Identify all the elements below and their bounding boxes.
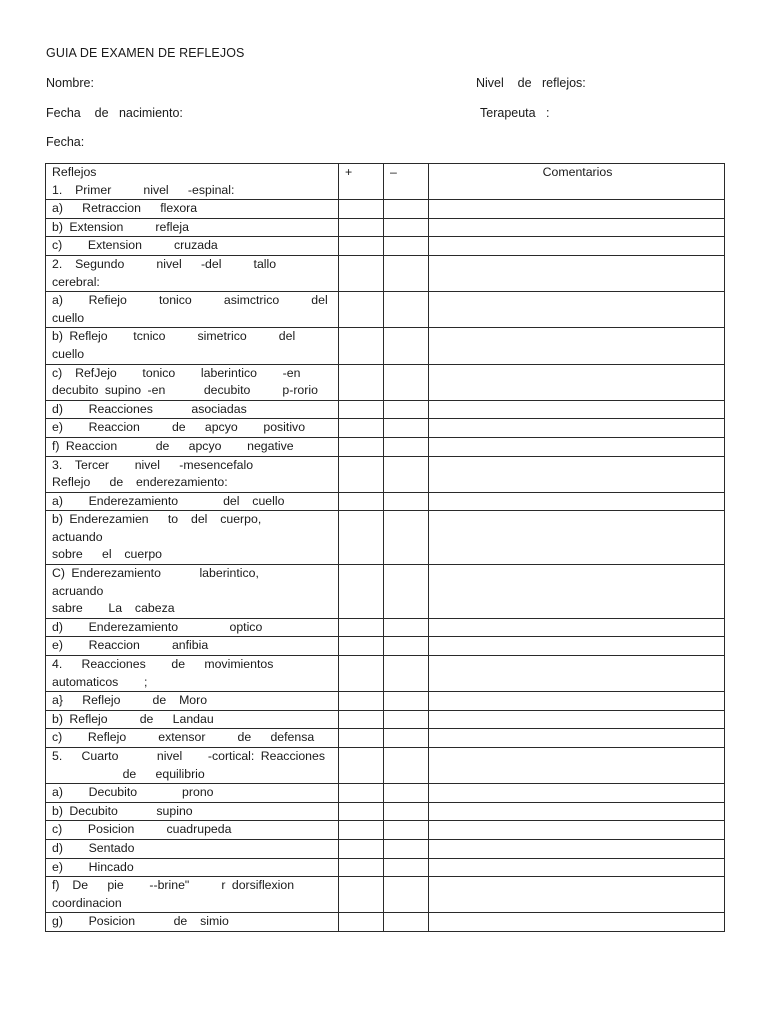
plus-cell[interactable] xyxy=(339,255,384,291)
comment-cell[interactable] xyxy=(429,400,725,419)
table-row xyxy=(46,237,725,256)
minus-cell[interactable] xyxy=(384,729,429,748)
minus-cell[interactable] xyxy=(384,437,429,456)
document-title: GUIA DE EXAMEN DE REFLEJOS xyxy=(46,46,245,60)
minus-cell[interactable] xyxy=(384,565,429,619)
comment-cell[interactable] xyxy=(429,364,725,400)
plus-cell[interactable] xyxy=(339,437,384,456)
comment-cell[interactable] xyxy=(429,456,725,492)
minus-cell[interactable] xyxy=(384,821,429,840)
reflex-table-body xyxy=(46,200,725,932)
table-row xyxy=(46,748,725,784)
table-row xyxy=(46,364,725,400)
reflex-label: 5. Cuarto nivel -cortical: Reacciones de equilibrio xyxy=(46,748,339,784)
minus-cell[interactable] xyxy=(384,456,429,492)
table-row xyxy=(46,802,725,821)
comment-cell[interactable] xyxy=(429,913,725,932)
comment-cell[interactable] xyxy=(429,292,725,328)
reflex-label: c) RefJejo tonico laberintico -en decubito supino -en decubito p-rorio xyxy=(46,364,339,400)
minus-cell[interactable] xyxy=(384,858,429,877)
comment-cell[interactable] xyxy=(429,237,725,256)
reflex-label: f) De pie --brine" r dorsiflexion coordinacion xyxy=(46,877,339,913)
plus-cell[interactable] xyxy=(339,913,384,932)
reflex-label: c) Reflejo extensor de defensa xyxy=(46,729,339,748)
reflex-label: b) Decubito supino xyxy=(46,802,339,821)
comment-cell[interactable] xyxy=(429,618,725,637)
table-row xyxy=(46,784,725,803)
comment-cell[interactable] xyxy=(429,784,725,803)
plus-cell[interactable] xyxy=(339,858,384,877)
table-row xyxy=(46,913,725,932)
minus-cell[interactable] xyxy=(384,656,429,692)
minus-cell[interactable] xyxy=(384,692,429,711)
comment-cell[interactable] xyxy=(429,437,725,456)
header-comentarios: Comentarios xyxy=(429,164,725,200)
fecha-label: Fecha: xyxy=(46,135,85,149)
reflex-label: a) Retraccion flexora xyxy=(46,200,339,219)
plus-cell[interactable] xyxy=(339,692,384,711)
comment-cell[interactable] xyxy=(429,802,725,821)
table-row xyxy=(46,456,725,492)
reflex-label: e) Hincado xyxy=(46,858,339,877)
plus-cell[interactable] xyxy=(339,364,384,400)
table-row xyxy=(46,618,725,637)
comment-cell[interactable] xyxy=(429,858,725,877)
reflex-label: f) Reaccion de apcyo negative xyxy=(46,437,339,456)
comment-cell[interactable] xyxy=(429,839,725,858)
minus-cell[interactable] xyxy=(384,400,429,419)
comment-cell[interactable] xyxy=(429,255,725,291)
table-row xyxy=(46,492,725,511)
table-row xyxy=(46,729,725,748)
plus-cell[interactable] xyxy=(339,729,384,748)
plus-cell[interactable] xyxy=(339,400,384,419)
plus-cell[interactable] xyxy=(339,292,384,328)
comment-cell[interactable] xyxy=(429,692,725,711)
table-row xyxy=(46,656,725,692)
nombre-label: Nombre: xyxy=(46,76,94,90)
table-row xyxy=(46,255,725,291)
table-row xyxy=(46,692,725,711)
fecha-nacimiento-label: Fecha de nacimiento: xyxy=(46,106,183,120)
plus-cell[interactable] xyxy=(339,218,384,237)
header-reflejos: Reflejos 1. Primer nivel -espinal: xyxy=(46,164,339,200)
minus-cell[interactable] xyxy=(384,364,429,400)
minus-cell[interactable] xyxy=(384,913,429,932)
plus-cell[interactable] xyxy=(339,839,384,858)
reflex-label: e) Reaccion anfibia xyxy=(46,637,339,656)
header-plus: + xyxy=(339,164,384,200)
reflex-label: d) Enderezamiento optico xyxy=(46,618,339,637)
reflex-label: a) Decubito prono xyxy=(46,784,339,803)
table-row xyxy=(46,437,725,456)
table-row xyxy=(46,292,725,328)
plus-cell[interactable] xyxy=(339,821,384,840)
reflex-label: b) Reflejo tcnico simetrico del cuello xyxy=(46,328,339,364)
comment-cell[interactable] xyxy=(429,729,725,748)
comment-cell[interactable] xyxy=(429,748,725,784)
plus-cell[interactable] xyxy=(339,877,384,913)
plus-cell[interactable] xyxy=(339,710,384,729)
table-row xyxy=(46,200,725,219)
table-row xyxy=(46,637,725,656)
comment-cell[interactable] xyxy=(429,492,725,511)
minus-cell[interactable] xyxy=(384,618,429,637)
comment-cell[interactable] xyxy=(429,656,725,692)
plus-cell[interactable] xyxy=(339,511,384,565)
plus-cell[interactable] xyxy=(339,802,384,821)
reflex-label: d) Reacciones asociadas xyxy=(46,400,339,419)
reflex-label: d) Sentado xyxy=(46,839,339,858)
reflex-label: 2. Segundo nivel -del tallo cerebral: xyxy=(46,255,339,291)
plus-cell[interactable] xyxy=(339,656,384,692)
minus-cell[interactable] xyxy=(384,492,429,511)
comment-cell[interactable] xyxy=(429,200,725,219)
plus-cell[interactable] xyxy=(339,565,384,619)
terapeuta-label: Terapeuta : xyxy=(480,106,550,120)
comment-cell[interactable] xyxy=(429,821,725,840)
reflex-label: 3. Tercer nivel -mesencefalo Reflejo de enderezamiento: xyxy=(46,456,339,492)
table-row xyxy=(46,821,725,840)
table-row xyxy=(46,328,725,364)
table-row xyxy=(46,858,725,877)
plus-cell[interactable] xyxy=(339,492,384,511)
reflex-label: 4. Reacciones de movimientos automaticos ; xyxy=(46,656,339,692)
reflex-label: b) Extension refleja xyxy=(46,218,339,237)
comment-cell[interactable] xyxy=(429,419,725,438)
comment-cell[interactable] xyxy=(429,328,725,364)
table-row xyxy=(46,710,725,729)
plus-cell[interactable] xyxy=(339,456,384,492)
plus-cell[interactable] xyxy=(339,748,384,784)
plus-cell[interactable] xyxy=(339,200,384,219)
header-minus: – xyxy=(384,164,429,200)
table-header-row xyxy=(46,164,725,200)
reflex-label: a) Enderezamiento del cuello xyxy=(46,492,339,511)
plus-cell[interactable] xyxy=(339,328,384,364)
comment-cell[interactable] xyxy=(429,710,725,729)
reflex-label: a} Reflejo de Moro xyxy=(46,692,339,711)
reflex-label: b) Enderezamien to del cuerpo, actuando sobre el cuerpo xyxy=(46,511,339,565)
reflex-label: a) Refiejo tonico asimctrico del cuello xyxy=(46,292,339,328)
minus-cell[interactable] xyxy=(384,218,429,237)
plus-cell[interactable] xyxy=(339,637,384,656)
minus-cell[interactable] xyxy=(384,839,429,858)
table-row xyxy=(46,511,725,565)
minus-cell[interactable] xyxy=(384,200,429,219)
reflex-label: e) Reaccion de apcyo positivo xyxy=(46,419,339,438)
minus-cell[interactable] xyxy=(384,419,429,438)
table-row xyxy=(46,419,725,438)
comment-cell[interactable] xyxy=(429,511,725,565)
comment-cell[interactable] xyxy=(429,565,725,619)
minus-cell[interactable] xyxy=(384,637,429,656)
reflex-label: b) Reflejo de Landau xyxy=(46,710,339,729)
reflex-exam-table xyxy=(45,163,725,932)
reflex-label: C) Enderezamiento laberintico, acruando sabre La cabeza xyxy=(46,565,339,619)
table-row xyxy=(46,877,725,913)
reflex-label: g) Posicion de simio xyxy=(46,913,339,932)
comment-cell[interactable] xyxy=(429,637,725,656)
table-row xyxy=(46,565,725,619)
plus-cell[interactable] xyxy=(339,419,384,438)
comment-cell[interactable] xyxy=(429,218,725,237)
reflex-label: c) Posicion cuadrupeda xyxy=(46,821,339,840)
table-row xyxy=(46,400,725,419)
comment-cell[interactable] xyxy=(429,877,725,913)
minus-cell[interactable] xyxy=(384,511,429,565)
reflex-label: c) Extension cruzada xyxy=(46,237,339,256)
minus-cell[interactable] xyxy=(384,255,429,291)
minus-cell[interactable] xyxy=(384,802,429,821)
minus-cell[interactable] xyxy=(384,237,429,256)
table-row xyxy=(46,218,725,237)
minus-cell[interactable] xyxy=(384,292,429,328)
plus-cell[interactable] xyxy=(339,618,384,637)
minus-cell[interactable] xyxy=(384,328,429,364)
minus-cell[interactable] xyxy=(384,784,429,803)
plus-cell[interactable] xyxy=(339,237,384,256)
minus-cell[interactable] xyxy=(384,710,429,729)
plus-cell[interactable] xyxy=(339,784,384,803)
minus-cell[interactable] xyxy=(384,748,429,784)
minus-cell[interactable] xyxy=(384,877,429,913)
nivel-reflejos-label: Nivel de reflejos: xyxy=(476,76,586,90)
table-row xyxy=(46,839,725,858)
